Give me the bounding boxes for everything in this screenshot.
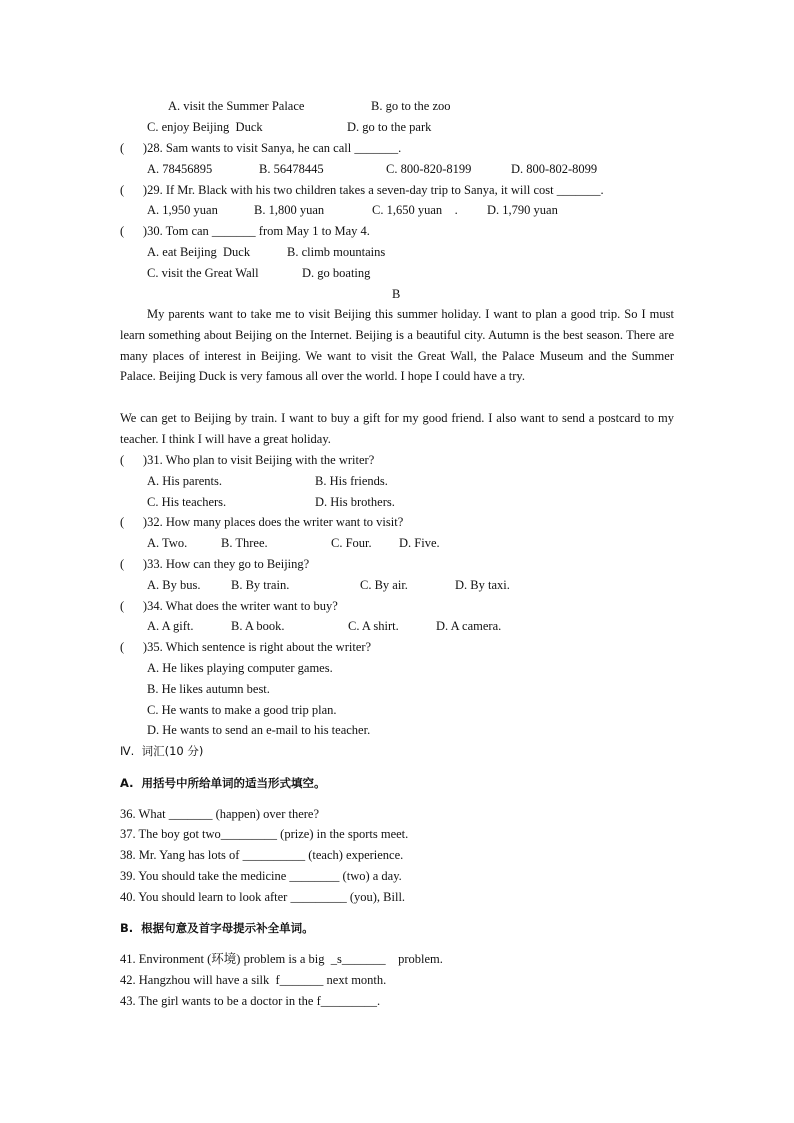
- option-line: C. enjoy Beijing Duck: [147, 120, 263, 134]
- option-line: C. He wants to make a good trip plan.: [147, 703, 337, 717]
- option-line: C. His teachers.: [147, 495, 227, 509]
- option-line: A. By bus.: [147, 578, 201, 592]
- option-line: D. His brothers.: [315, 495, 395, 509]
- question-line: ( )32. How many places does the writer want to visit?: [120, 515, 404, 529]
- part-b-instruction: B. 根据句意及首字母提示补全单词。: [120, 921, 314, 935]
- exercise-line: 39. You should take the medicine ________ (two) a day.: [120, 869, 402, 883]
- exercise-line: 40. You should learn to look after _________ (you), Bill.: [120, 890, 406, 904]
- part-a-instruction: A. 用括号中所给单词的适当形式填空。: [120, 776, 326, 790]
- option-line: C. Four.: [331, 536, 372, 550]
- exercise-line: 43. The girl wants to be a doctor in the f_________.: [120, 994, 381, 1008]
- option-line: D. Five.: [399, 536, 440, 550]
- option-line: A. A gift.: [147, 619, 194, 633]
- option-line: C. A shirt.: [348, 619, 399, 633]
- option-line: B. climb mountains: [287, 245, 386, 259]
- option-line: A. visit the Summer Palace: [168, 99, 305, 113]
- exercise-line: 36. What _______ (happen) over there?: [120, 807, 320, 821]
- option-line: D. 800-802-8099: [511, 162, 598, 176]
- exercise-line: 38. Mr. Yang has lots of __________ (teach) experience.: [120, 848, 404, 862]
- option-line: C. 1,650 yuan .: [372, 203, 458, 217]
- exercise-line: 42. Hangzhou will have a silk f_______ next month.: [120, 973, 387, 987]
- option-line: C. visit the Great Wall: [147, 266, 259, 280]
- option-line: A. His parents.: [147, 474, 222, 488]
- option-line: A. 1,950 yuan: [147, 203, 218, 217]
- option-line: A. Two.: [147, 536, 188, 550]
- question-line: ( )28. Sam wants to visit Sanya, he can call _______.: [120, 141, 402, 155]
- question-line: ( )35. Which sentence is right about the writer?: [120, 640, 372, 654]
- question-line: ( )30. Tom can _______ from May 1 to May 4.: [120, 224, 370, 238]
- exercise-line: 37. The boy got two_________ (prize) in the sports meet.: [120, 827, 409, 841]
- reading-passage-paragraph-2: We can get to Beijing by train. I want to buy a gift for my good friend. I also want to send a postcard to my teacher. I think I will have a great holiday.: [120, 411, 674, 446]
- question-line: ( )29. If Mr. Black with his two children takes a seven-day trip to Sanya, it will cost _______.: [120, 183, 604, 197]
- option-line: D. By taxi.: [455, 578, 510, 592]
- option-line: C. By air.: [360, 578, 408, 592]
- option-line: B. 56478445: [259, 162, 324, 176]
- option-line: B. Three.: [221, 536, 268, 550]
- option-line: B. He likes autumn best.: [147, 682, 270, 696]
- option-line: A. 78456895: [147, 162, 213, 176]
- option-line: B. By train.: [231, 578, 290, 592]
- option-line: D. go to the park: [347, 120, 432, 134]
- option-line: C. 800-820-8199: [386, 162, 472, 176]
- section-heading: B: [392, 287, 401, 301]
- reading-passage-paragraph-1: My parents want to take me to visit Beijing this summer holiday. I want to plan a good trip. So I must learn something about Beijing on the Internet. Beijing is a beautiful city. Autumn is the best season. There are many places of interest in Beijing. We want to visit the Great Wall, the Palace Museum and the Summer Palace. Beijing Duck is very famous all over the world. I hope I could have a try.: [120, 307, 674, 384]
- option-line: B. A book.: [231, 619, 285, 633]
- option-line: B. 1,800 yuan: [254, 203, 325, 217]
- question-line: ( )31. Who plan to visit Beijing with the writer?: [120, 453, 375, 467]
- exercise-line: 41. Environment (环境) problem is a big _s_______ problem.: [120, 952, 443, 966]
- option-line: D. go boating: [302, 266, 371, 280]
- option-line: D. He wants to send an e-mail to his teacher.: [147, 723, 371, 737]
- option-line: D. 1,790 yuan: [487, 203, 558, 217]
- option-line: A. eat Beijing Duck: [147, 245, 251, 259]
- option-line: A. He likes playing computer games.: [147, 661, 333, 675]
- option-line: D. A camera.: [436, 619, 502, 633]
- question-line: ( )33. How can they go to Beijing?: [120, 557, 310, 571]
- option-line: B. His friends.: [315, 474, 388, 488]
- option-line: B. go to the zoo: [371, 99, 451, 113]
- question-line: ( )34. What does the writer want to buy?: [120, 599, 338, 613]
- section-heading-vocabulary: Ⅳ. 词汇(10 分): [120, 744, 204, 758]
